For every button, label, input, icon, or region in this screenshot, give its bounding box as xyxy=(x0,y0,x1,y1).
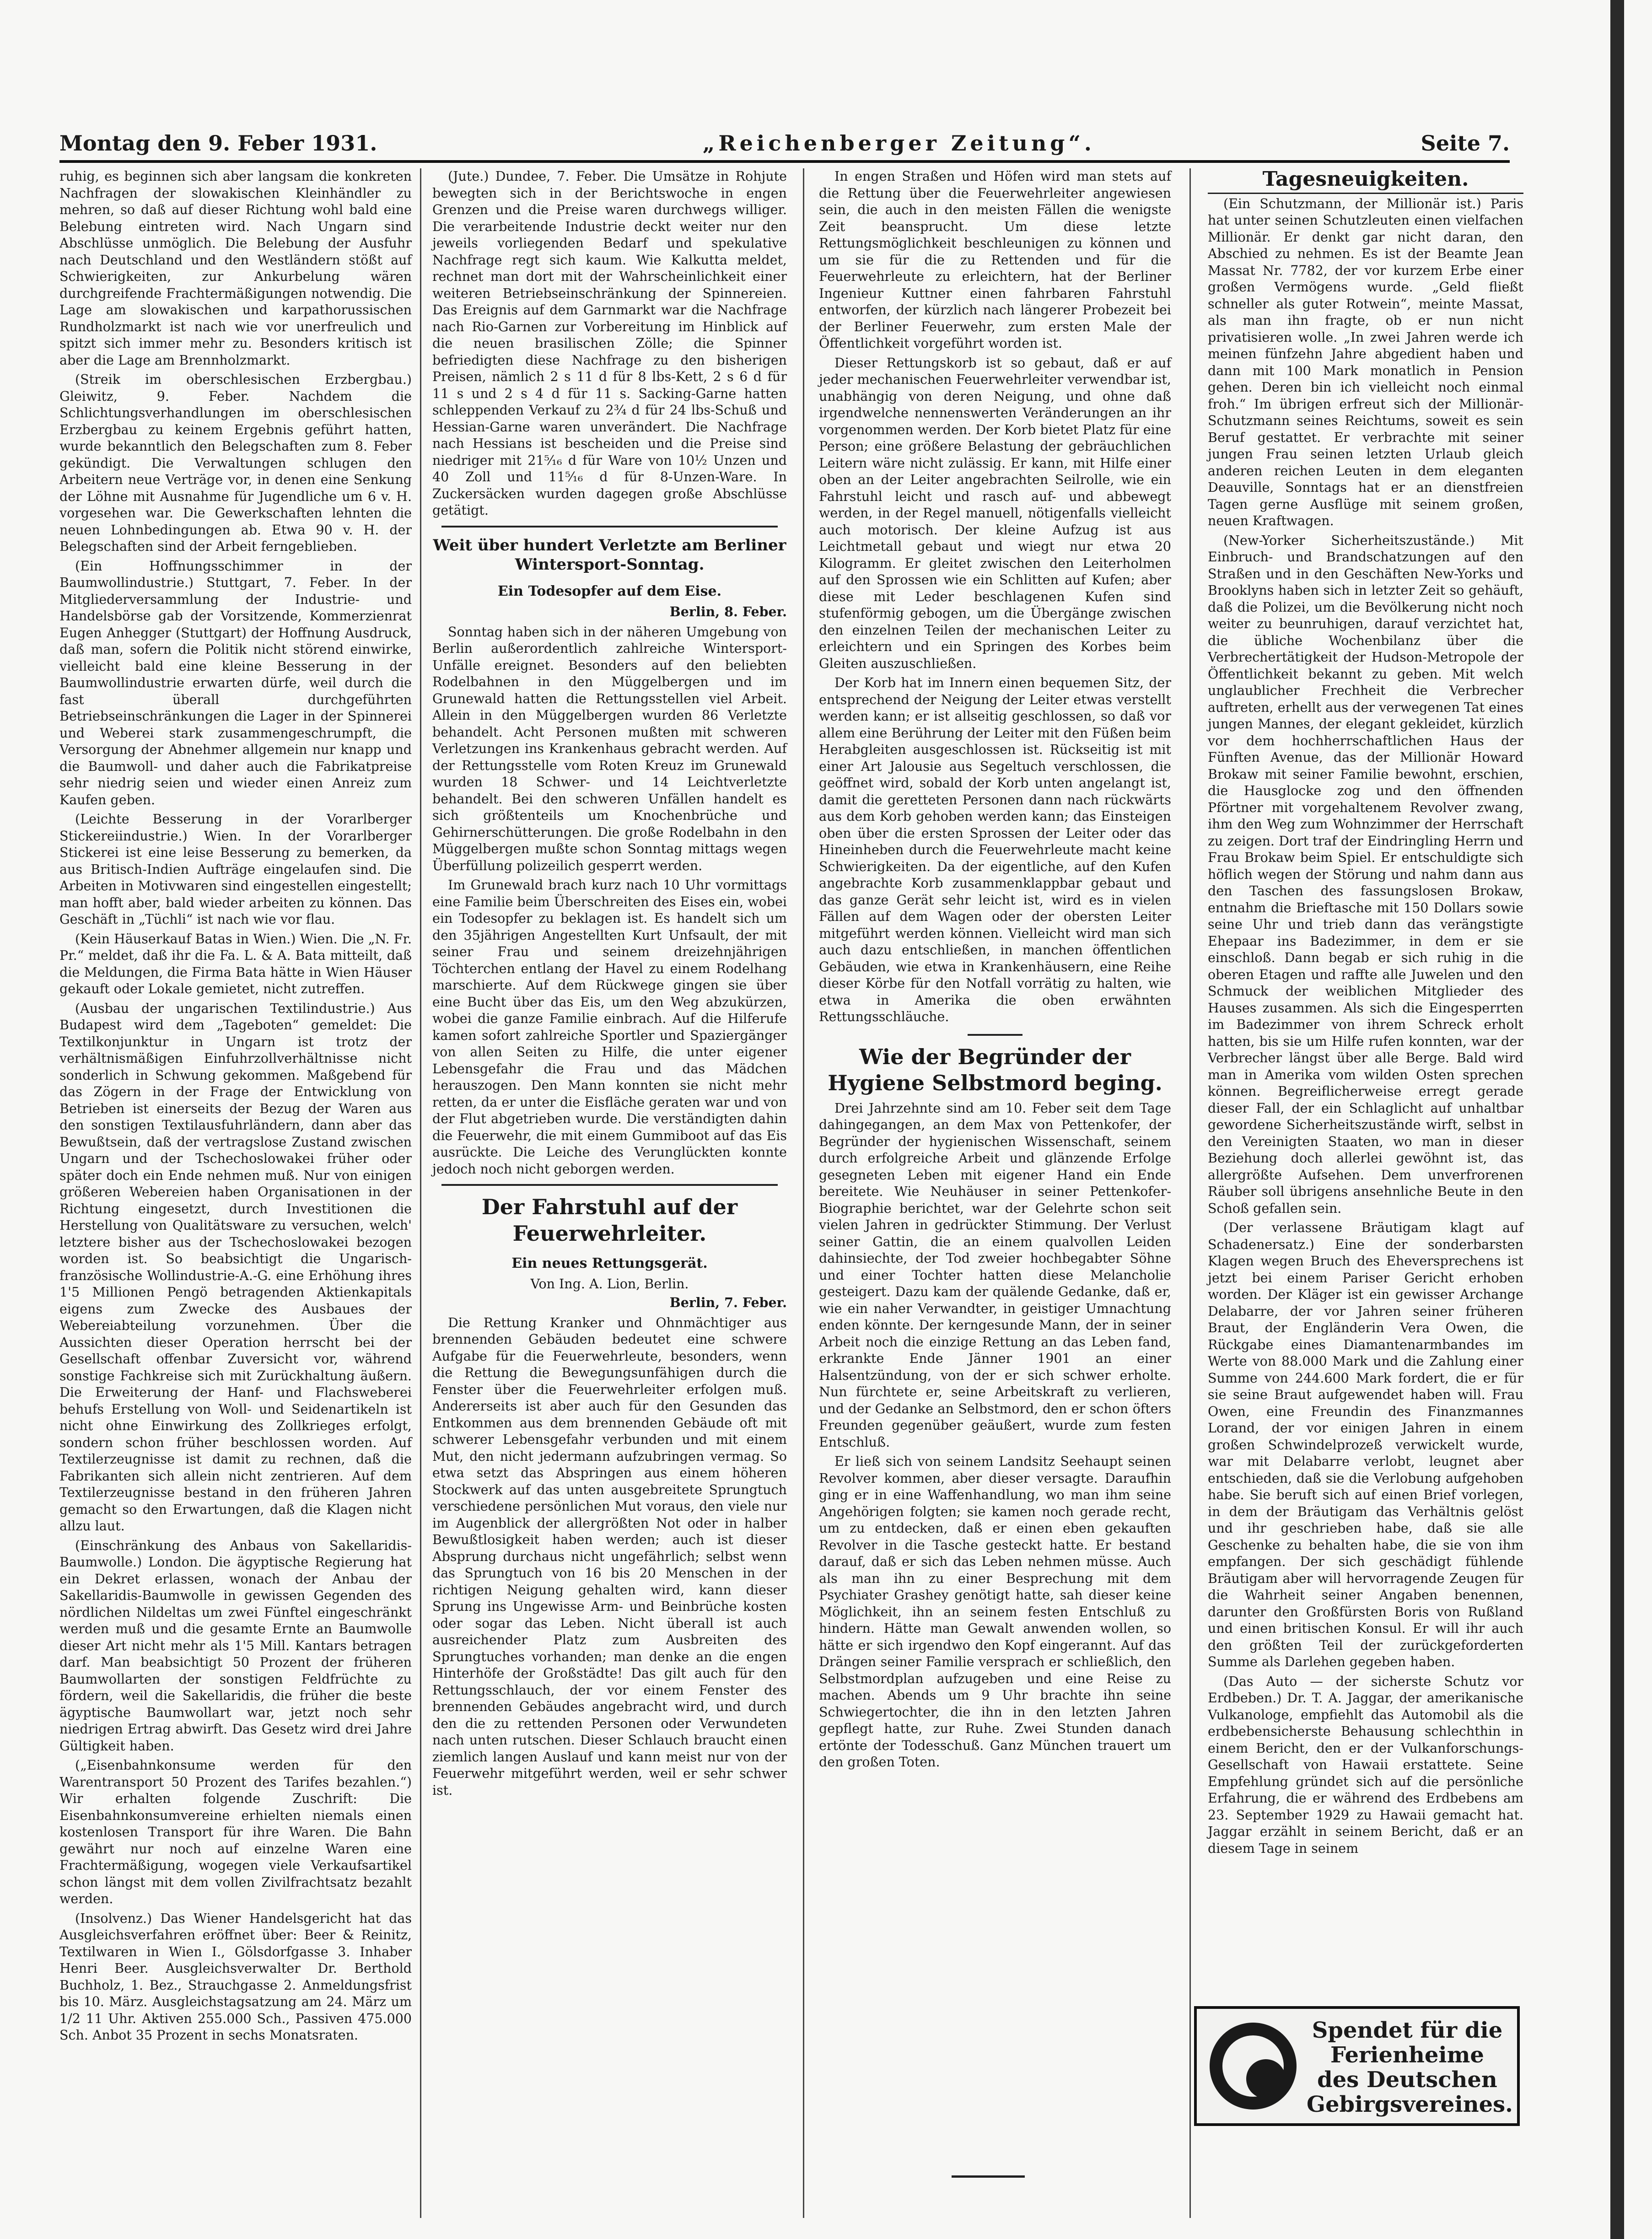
ad-line: Spendet für die xyxy=(1312,2018,1503,2043)
news-item: (Einschränkung des Anbaus von Sakellaridis-Baumwolle.) London. Die ägyptische Regierung hat ein Dekret erlassen, wonach der Anbau der Sakellaridis-Baumwolle in gewissen Gegenden des nördlichen Nildeltas um zwei Fünftel eingeschränkt werden muß und die gesamte Ernte an Baumwolle dieser Art nicht mehr als 1'5 Mill. Kantars betragen darf. Man beabsichtigt 50 Prozent der früheren Baumwollarten der sonstigen Feldfrüchte zu fördern, weil die Sakellaridis, die früher die beste ägyptische Baumwollart war, jetzt noch sehr niedrigen Ertrag abwirft. Das Gesetz wird drei Jahre Gültigkeit haben. xyxy=(59,1538,412,1754)
column-3 xyxy=(819,168,1171,1774)
column-separator xyxy=(420,168,421,2218)
article-paragraph: Sonntag haben sich in der näheren Umgebung von Berlin außerordentlich zahlreiche Wintersport-Unfälle ereignet. Besonders auf den beliebten Rodelbahnen in den Müggelbergen und im Grunewald hatten die Rettungsstellen viel Arbeit. Allein in den Müggelbergen wurden 86 Verletzte behandelt. Acht Personen mußten mit schweren Verletzungen ins Krankenhaus gebracht werden. Auf der Rettungsstelle vom Roten Kreuz im Grunewald wurden 18 Schwer- und 14 Leichtverletzte behandelt. Bei den schweren Unfällen handelt es sich größtenteils um Knochenbrüche und Gehirnerschütterungen. Die große Rodelbahn in den Müggelbergen mußte schon Sonntag mittags wegen Überfüllung polizeilich gesperrt werden. xyxy=(432,624,787,873)
article-byline: Von Ing. A. Lion, Berlin. xyxy=(530,1276,689,1292)
news-item: (Insolvenz.) Das Wiener Handelsgericht hat das Ausgleichsverfahren eröffnet über: Beer & Reinitz, Textilwaren in Wien I., Gölsdorfgasse 3. Inhaber Henri Beer. Ausgleichsverwalter Dr. Berthold Buchholz, 1. Bez., Strauchgasse 2. Anmeldungsfrist bis 10. März. Ausgleichstagsatzung am 24. März um 1/2 11 Uhr. Aktiven 255.000 Sch., Passiven 475.000 Sch. Anbot 35 Prozent in sechs Monatsraten. xyxy=(59,1911,412,2043)
ad-line: des Deutschen xyxy=(1317,2067,1497,2093)
advertisement-text xyxy=(1307,2018,1513,2117)
article-paragraph: Dieser Rettungskorb ist so gebaut, daß er auf jeder mechanischen Feuerwehrleiter verwendbar ist, unabhängig von deren Neigung, und ohne daß irgendwelche nennenswerten Veränderungen an ihr vorgenommen werden. Der Korb bietet Platz für eine Person; eine größere Belastung der gebräuchlichen Leitern wäre nicht zulässig. Er kann, mit Hilfe einer oben an der Leiter angebrachten Seilrolle, wie ein Fahrstuhl leicht und rasch auf- und abbewegt werden, in der Regel manuell, nötigenfalls vielleicht auch motorisch. Der kleine Aufzug ist aus Leichtmetall gebaut und wiegt nur etwa 20 Kilogramm. Er gleitet zwischen den Leiterholmen auf den Sprossen wie ein Schlitten auf Kufen; aber diese mit Leder beschlagenen Kufen sind stufenförmig gebogen, um die Übergänge zwischen den einzelnen Teilen der mechanischen Leiter zu erleichtern und ein Springen des Korbes beim Gleiten auszuschließen. xyxy=(819,355,1171,671)
column-separator xyxy=(803,168,804,2218)
article-rule xyxy=(441,526,778,527)
news-item: (Kein Häuserkauf Batas in Wien.) Wien. Die „N. Fr. Pr.“ meldet, daß ihr die Fa. L. & A. Bata mitteilt, daß die Meldungen, die Firma Bata hätte in Wien Häuser gekauft oder Lokale gemietet, nicht zutreffen. xyxy=(59,931,412,996)
news-item: (Streik im oberschlesischen Erzbergbau.) Gleiwitz, 9. Feber. Nachdem die Schlichtungsverhandlungen im oberschlesischen Erzbergbau zu keinem Ergebnis geführt hatten, wurde bekanntlich den Belegschaften zum 8. Feber gekündigt. Die Verwaltungen schlugen den Arbeitern neue Verträge vor, in denen eine Senkung der Löhne mit Ausnahme für Jugendliche um 6 v. H. vorgesehen war. Die Gewerkschaften lehnten die neuen Lohnbedingungen ab. Etwa 90 v. H. der Belegschaften sind der Arbeit ferngeblieben. xyxy=(59,372,412,554)
news-item: („Eisenbahnkonsume werden für den Warentransport 50 Prozent des Tarifes bezahlen.“) Wir erhalten folgende Zuschrift: Die Eisenbahnkonsumvereine erhielten niemals einen kostenlosen Transport für ihre Waren. Die Bahn gewährt nur noch auf einzelne Waren eine Frachtermäßigung, wogegen viele Verkaufsartikel schon längst mit dem vollen Zivilfrachtsatz bezahlt werden. xyxy=(59,1758,412,1906)
article-title: Der Fahrstuhl auf der Feuerwehrleiter. xyxy=(481,1195,738,1246)
article-paragraph: Im Grunewald brach kurz nach 10 Uhr vormittags eine Familie beim Überschreiten des Eises ein, wobei ein Todesopfer zu beklagen ist. Es handelt sich um den 35jährigen Angestellten Kurt Unfsault, der mit seiner Frau und seinem dreizehnjährigen Töchterchen entlang der Havel zu einem Rodelhang marschierte. Auf dem Rückwege gingen sie über eine Bucht über das Eis, um den Weg abzukürzen, wobei die ganze Familie einbrach. Auf die Hilferufe kamen sofort zahlreiche Sportler und Spaziergänger von allen Seiten zu Hilfe, die unter eigener Lebensgefahr die Frau und das Mädchen herauszogen. Den Mann konnten sie nicht mehr retten, da er unter die Eisfläche geraten war und von der Flut abgetrieben wurde. Die verständigten dahin die Feuerwehr, die mit einem Gummiboot auf das Eis ausrückte. Die Leiche des Verunglückten konnte jedoch noch nicht geborgen werden. xyxy=(432,877,787,1177)
news-item: (Das Auto — der sicherste Schutz vor Erdbeben.) Dr. T. A. Jaggar, der amerikanische Vulkanologe, empfiehlt das Automobil als die erdbebensicherste Behausung schlechthin in einem Bericht, den er der Vulkanforschungs-Gesellschaft von Hawaii erstattete. Seine Empfehlung gründet sich auf die persönliche Erfahrung, die er während des Erdbebens am 23. September 1929 zu Hawaii gemacht hat. Jaggar erzählt in seinem Bericht, daß er an diesem Tage in seinem xyxy=(1208,1674,1523,1856)
news-item: (Ausbau der ungarischen Textilindustrie.) Aus Budapest wird dem „Tageboten“ gemeldet: Die Textilkonjunktur in Ungarn ist trotz der verhältnismäßigen Einfuhrzollverhältnisse nicht sonderlich in Schwung gekommen. Maßgebend für das Zögern in der Frage der Entwicklung von Betrieben ist einerseits der Bezug der Waren aus den sonstigen Textilausfuhrländern, dann aber das Bewußtsein, daß der vertragslose Zustand zwischen Ungarn und der Tschechoslowakei früher oder später doch ein Ende nehmen muß. Nur von einigen größeren Webereien haben Organisationen in der Richtung eingesetzt, durch Investitionen die Herstellung von Qualitätsware zu versuchen, welch' letztere bisher aus der Tschechoslowakei bezogen worden ist. So beabsichtigt die Ungarisch-französische Wollindustrie-A.-G. eine Erhöhung ihres 1'5 Millionen Pengö betragenden Aktienkapitals eigens zum Zwecke des Ausbaues der Webereiabteilung vorzunehmen. Über die Aussichten dieser Operation herrscht bei der Gesellschaft offenbar Zuversicht vor, während sonstige Fachkreise sich mit Zurückhaltung äußern. Die Erweiterung der Hanf- und Flachsweberei behufs Erstellung von Woll- und Seidenartikeln ist nicht ohne Einwirkung des Zollkrieges erfolgt, sondern schon früher beschlossen worden. Auf Textilerzeugnisse ist damit zu rechnen, daß die Fabrikanten sich allein nicht zentrieren. Auf dem Textilerzeugnisse bestand in den früheren Jahren gemacht so den Erwartungen, daß die Klagen nicht allzu laut. xyxy=(59,1001,412,1534)
article-title: Weit über hundert Verletzte am Berliner Wintersport-Sonntag. xyxy=(433,536,786,574)
news-item: ruhig, es beginnen sich aber langsam die konkreten Nachfragen der slowakischen Kleinhändler zu mehren, so daß auf dieser Richtung wohl bald eine Belebung eintreten wird. Nach Ungarn sind Abschlüsse unmöglich. Die Belebung der Ausfuhr nach Deutschland und den Westländern stößt auf Schwierigkeiten, zur Ankurbelung wären durchgreifende Frachtermäßigungen notwendig. Die Lage am slowakischen und karpathorussischen Rundholzmarkt ist nach wie vor unerfreulich und spitzt sich immer mehr zu. Besonders kritisch ist aber die Lage am Brennholzmarkt. xyxy=(59,169,412,368)
column-4 xyxy=(1208,168,1523,1860)
association-emblem-icon xyxy=(1210,2023,1297,2110)
header-date: Montag den 9. Feber 1931. xyxy=(59,131,377,156)
article-title: Wie der Begründer der Hygiene Selbstmord beging. xyxy=(828,1044,1162,1095)
news-item: (Der verlassene Bräutigam klagt auf Schadenersatz.) Eine der sonderbarsten Klagen wegen Bruch des Eheversprechens ist jetzt bei einem Pariser Gericht erhoben worden. Der Kläger ist ein gewisser Archange Delabarre, der vor Jahren seiner früheren Braut, der Engländerin Vera Owen, die Rückgabe eines Diamantenarmbandes im Werte von 88.000 Mark und die Zahlung einer Summe von 244.600 Mark fordert, die er für sie seine Braut aufgewendet haben will. Frau Owen, eine Freundin des Finanzmannes Lorand, der vor einigen Jahren in einem großen Schwindelprozeß verwickelt wurde, war mit Delabarre verlobt, leugnet aber entschieden, daß sie die Verlobung aufgehoben habe. Sie beruft sich auf einen Brief vorlegen, in dem der Bräutigam das Verhältnis gelöst und ihr geschrieben habe, daß sie alle Geschenke zu behalten habe, die sie von ihm empfangen. Der sich geschädigt fühlende Bräutigam aber will hervorragende Zeugen für die Wahrheit seiner Angaben benennen, darunter den Großfürsten Boris von Rußland und einen britischen Konsul. Er will ihr auch den größten Teil der zurückgeforderten Summe als Darlehen gegeben haben. xyxy=(1208,1220,1523,1669)
section-title: Tagesneuigkeiten. xyxy=(1208,171,1523,194)
header-masthead: „Reichenberger Zeitung“. xyxy=(702,131,1095,156)
article-dateline: Berlin, 7. Feber. xyxy=(669,1295,787,1310)
header-page-number: Seite 7. xyxy=(1421,131,1510,156)
ad-line: Ferienheime xyxy=(1330,2042,1484,2068)
article-dateline: Berlin, 8. Feber. xyxy=(669,604,787,619)
news-item: (Ein Schutzmann, der Millionär ist.) Paris hat unter seinen Schutzleuten einen vielfachen Millionär. Er denkt gar nicht daran, den Abschied zu nehmen. Es ist der Beamte Jean Massat Nr. 7782, der vor kurzem Erbe einer großen Vermögens wurde. „Geld fließt schneller als guter Rotwein“, meinte Massat, als man ihn fragte, ob er nun nicht privatisieren wolle. „In zwei Jahren werde ich meinen fünfzehn Jahre abgedient haben und dann mit 100 Mark monatlich in Pension gehen. Deren bin ich vielleicht noch einmal froh.“ Im übrigen erfreut sich der Millionär-Schutzmann seines Reichtums, soweit es sein Beruf gestattet. Er verbrachte mit seiner jungen Frau seinen letzten Urlaub gleich anderen reichen Leuten in dem eleganten Deauville, Sonntags hat er an dienstfreien Tagen gerne Ausflüge mit seinem großen, neuen Kraftwagen. xyxy=(1208,196,1523,528)
article-paragraph: Der Korb hat im Innern einen bequemen Sitz, der entsprechend der Neigung der Leiter etwas verstellt werden kann; er ist allseitig geschlossen, so daß vor allem eine Berührung der Leiter mit den Füßen beim Herabgleiten ausgeschlossen ist. Rückseitig ist mit einer Art Jalousie aus Segeltuch verschlossen, die geöffnet wird, sobald der Korb unten angelangt ist, damit die geretteten Personen dann nach rückwärts aus dem Korb gehoben werden kann; das Einsteigen oben über die ersten Sprossen der Leiter oder das Hineinheben durch die Feuerwehrleute macht keine Schwierigkeiten. Da der eigentliche, auf den Kufen angebrachte Korb zusammenklappbar gebaut und das ganze Gerät sehr leicht ist, wird es in vielen Fällen auf dem Wagen oder der obersten Leiter mitgeführt werden können. Vielleicht wird man sich auch dazu entschließen, in manchen öffentlichen Gebäuden, wie etwa in Krankenhäusern, eine Reihe dieser Körbe für den Notfall vorrätig zu halten, wie etwa in Amerika die oben erwähnten Rettungsschläuche. xyxy=(819,675,1171,1024)
article-paragraph: In engen Straßen und Höfen wird man stets auf die Rettung über die Feuerwehrleiter angewiesen sein, die auch in den meisten Fällen die wenigste Zeit beansprucht. Um diese letzte Rettungsmöglichkeit beschleunigen zu können und um sie für die zu Rettenden und für die Feuerwehrleute zu erleichtern, hat der Berliner Ingenieur Kuttner einen fahrbaren Fahrstuhl entworfen, der kürzlich nach längerer Probezeit bei der Berliner Feuerwehr, zum ersten Male der Öffentlichkeit vorgeführt worden ist. xyxy=(819,169,1171,351)
article-rule xyxy=(952,2175,1025,2178)
news-item: (Jute.) Dundee, 7. Feber. Die Umsätze in Rohjute bewegten sich in der Berichtswoche in engen Grenzen und die Preise waren durchwegs williger. Die verarbeitende Industrie deckt weiter nur den jeweils vorliegenden Bedarf und spekulative Nachfrage regt sich kaum. Wie Kalkutta meldet, rechnet man dort mit der Wahrscheinlichkeit einer weiteren Betriebseinschränkung der Spinnereien. Das Ereignis auf dem Garnmarkt war die Nachfrage nach Rio-Garnen zur Vorbereitung im Hinblick auf die neuen brasilischen Zölle; die Spinner befriedigten diese Nachfrage zu den bisherigen Preisen, nämlich 2 s 11 d für 8 lbs-Kett, 2 s 6 d für 11 s und 2 s 4 d für 11 s. Sacking-Garne hatten schleppenden Verkauf zu 2¾ d für 24 lbs-Schuß und Hessian-Garne waren unverändert. Die Nachfrage nach Hessians ist bescheiden und die Preise sind niedriger mit 21⁵⁄₁₆ d für Ware von 10½ Unzen und 40 Zoll und 11⁵⁄₁₆ d für 8-Unzen-Ware. In Zuckersäcken wurden dagegen große Abschlüsse getätigt. xyxy=(432,169,787,518)
article-rule xyxy=(968,1034,1022,1036)
advertisement-box xyxy=(1194,2006,1520,2126)
scan-edge xyxy=(1610,0,1624,2239)
column-2 xyxy=(432,168,787,1802)
article-paragraph: Drei Jahrzehnte sind am 10. Feber seit dem Tage dahingegangen, an dem Max von Pettenkofer, der Begründer der hygienischen Wissenschaft, seinem durch erfolgreiche Arbeit und glänzende Erfolge gesegneten Leben mit eigener Hand ein Ende bereitete. Wie Neuhäuser in seiner Pettenkofer-Biographie berichtet, war der Gelehrte schon seit vielen Jahren in gedrückter Stimmung. Der Verlust seiner Gattin, die an einem qualvollen Leiden dahinsiechte, der Tod zweier hochbegabter Söhne und einer Tochter hatten diese Melancholie gesteigert. Dazu kam der quälende Gedanke, daß er, wie ein naher Verwandter, in geistiger Umnachtung enden könnte. Der kerngesunde Mann, der in seiner Arbeit noch die einzige Rettung an das Leben fand, erkrankte Ende Jänner 1901 an einer Halsentzündung, von der er sich schwer erholte. Nun fürchtete er, seine Arbeitskraft zu verlieren, und der Gedanke an Selbstmord, den er schon öfters Freunden gegenüber geäußert, wurde zum festen Entschluß. xyxy=(819,1100,1171,1450)
news-item: (Leichte Besserung in der Vorarlberger Stickereiindustrie.) Wien. In der Vorarlberger Stickerei ist eine leise Besserung zu bemerken, da aus Britisch-Indien Aufträge eingelaufen sind. Die Arbeiten in Motivwaren sind eingestellen eingestellt; man hofft aber, bald wieder arbeiten zu können. Das Geschäft in „Tüchli“ ist nach wie vor flau. xyxy=(59,812,412,927)
article-subtitle: Ein neues Rettungsgerät. xyxy=(511,1255,708,1271)
ad-line: Gebirgsvereines. xyxy=(1307,2092,1513,2117)
news-item: (New-Yorker Sicherheitszustände.) Mit Einbruch- und Brandschatzungen auf den Straßen und in den Geschäften New-Yorks und Brooklyns haben sich in letzter Zeit so gehäuft, daß die Polizei, um die Bevölkerung nicht noch weiter zu beunruhigen, darauf verzichtet hat, die übliche Wochenbilanz über die Verbrechertätigkeit der Hudson-Metropole der Öffentlichkeit bekannt zu geben. Mit welch unglaublicher Frechheit die Verbrecher auftreten, erhellt aus der verwegenen Tat eines jungen Mannes, der elegant gekleidet, kürzlich vor dem hochherrschaftlichen Haus der Fünften Avenue, das der Millionär Howard Brokaw mit seiner Familie bewohnt, erschien, die Hausglocke zog und den öffnenden Pförtner mit vorgehaltenem Revolver zwang, ihm den Weg zum Wohnzimmer der Herrschaft zu zeigen. Dort traf der Eindringling Herrn und Frau Brokaw beim Spiel. Er entschuldigte sich höflich wegen der Störung und nahm dann aus den Taschen des fassungslosen Brokaw, entnahm die Brieftasche mit 150 Dollars sowie seine Uhr und trieb dann das verängstigte Ehepaar ins Badezimmer, in dem er sie einschloß. Dann begab er sich ruhig in die oberen Etagen und raffte alle Juwelen und den Schmuck der weiblichen Mitglieder des Hauses zusammen. Als sich die Eingesperrten im Badezimmer von ihrem Schreck erholt hatten, bis sie um Hilfe rufen konnten, war der Verbrecher längst über alle Berge. Bald wird man in Amerika vom wilden Osten sprechen können. Begreiflicherweise erregt gerade dieser Fall, der ein Schlaglicht auf unhaltbar gewordene Sicherheitszustände wirft, selbst in den Vereinigten Staaten, wo man in dieser Beziehung doch allerlei gewöhnt ist, das allergrößte Aufsehen. Dem unverfrorenen Räuber soll übrigens ansehnliche Beute in den Schoß gefallen sein. xyxy=(1208,533,1523,1216)
column-1 xyxy=(59,168,412,2047)
page-header xyxy=(59,120,1510,156)
column-separator xyxy=(1189,168,1191,2218)
article-subtitle: Ein Todesopfer auf dem Eise. xyxy=(497,583,722,599)
article-paragraph: Die Rettung Kranker und Ohnmächtiger aus brennenden Gebäuden bedeutet eine schwere Aufgabe für die Feuerwehrleute, besonders, wenn die Rettung die Bewegungsunfähigen durch die Fenster über die Feuerwehrleiter erfolgen muß. Andererseits ist aber auch für den Gesunden das Entkommen aus dem brennenden Gebäude oft mit schwerer Lebensgefahr verbunden und mit einem Mut, den nicht jedermann aufzubringen vermag. So etwa setzt das Abspringen aus einem höheren Stockwerk auf das unten ausgebreitete Sprungtuch verschiedene persönlichen Mut voraus, den viele nur im Augenblick der allergrößten Not oder in halber Bewußtlosigkeit haben werden; auch ist dieser Absprung durchaus nicht ungefährlich; selbst wenn das Sprungtuch von 16 bis 20 Menschen in der richtigen Neigung gehalten wird, kann dieser Sprung ins Ungewisse Arm- und Beinbrüche kosten oder sogar das Leben. Nicht überall ist auch ausreichender Platz zum Ausbreiten des Sprungtuches vorhanden; man denke an die engen Hinterhöfe der Großstädte! Das gilt auch für den Rettungsschlauch, der vor einem Fenster des brennenden Gebäudes angebracht wird, und durch den die zu rettenden Personen oder Verwundeten nach unten rutschen. Dieser Schlauch braucht einen ziemlich langen Auslauf und kann meist nur von der Feuerwehr mitgeführt werden, weil er sehr schwer ist. xyxy=(432,1315,787,1798)
news-item: (Ein Hoffnungsschimmer in der Baumwollindustrie.) Stuttgart, 7. Feber. In der Mitgliederversammlung der Industrie- und Handelsbörse gab der Vorsitzende, Kommerzienrat Eugen Anhegger (Stuttgart) der Hoffnung Ausdruck, daß man, sofern die Politik nicht störend einwirke, vielleicht bald eine kleine Besserung in der Baumwollindustrie erwarten dürfe, weil durch die fast überall durchgeführten Betriebseinschränkungen die Lager in der Spinnerei und Weberei stark zusammengeschrumpft, die Versorgung der Abnehmer allgemein nur knapp und die Baumwoll- und daher auch die Fabrikatpreise sehr niedrig seien und wieder einen Anreiz zum Kaufen geben. xyxy=(59,558,412,807)
article-paragraph: Er ließ sich von seinem Landsitz Seehaupt seinen Revolver kommen, aber dieser versagte. Daraufhin ging er in eine Waffenhandlung, wo man ihm seine Angehörigen folgten; sie kamen noch gerade recht, um zu entdecken, daß er einen eben gekauften Revolver in die Tasche gesteckt hatte. Er bestand darauf, daß er sich das Leben nehmen müsse. Auch als man ihn zu einer Besprechung mit dem Psychiater Grashey genötigt hatte, sah dieser keine Möglichkeit, ihn an seinem festen Entschluß zu hindern. Hätte man Gewalt anwenden wollen, so hätte er sich irgendwo den Kopf eingerannt. Auf das Drängen seiner Familie versprach er schließlich, den Selbstmordplan aufzugeben und eine Reise zu machen. Abends um 9 Uhr brachte ihn seine Schwiegertochter, die ihn in den letzten Jahren gepflegt hatte, zur Ruhe. Zwei Stunden danach ertönte der Todesschuß. Ganz München trauert um den großen Toten. xyxy=(819,1454,1171,1770)
article-rule xyxy=(441,1184,778,1186)
header-rule xyxy=(59,160,1510,163)
